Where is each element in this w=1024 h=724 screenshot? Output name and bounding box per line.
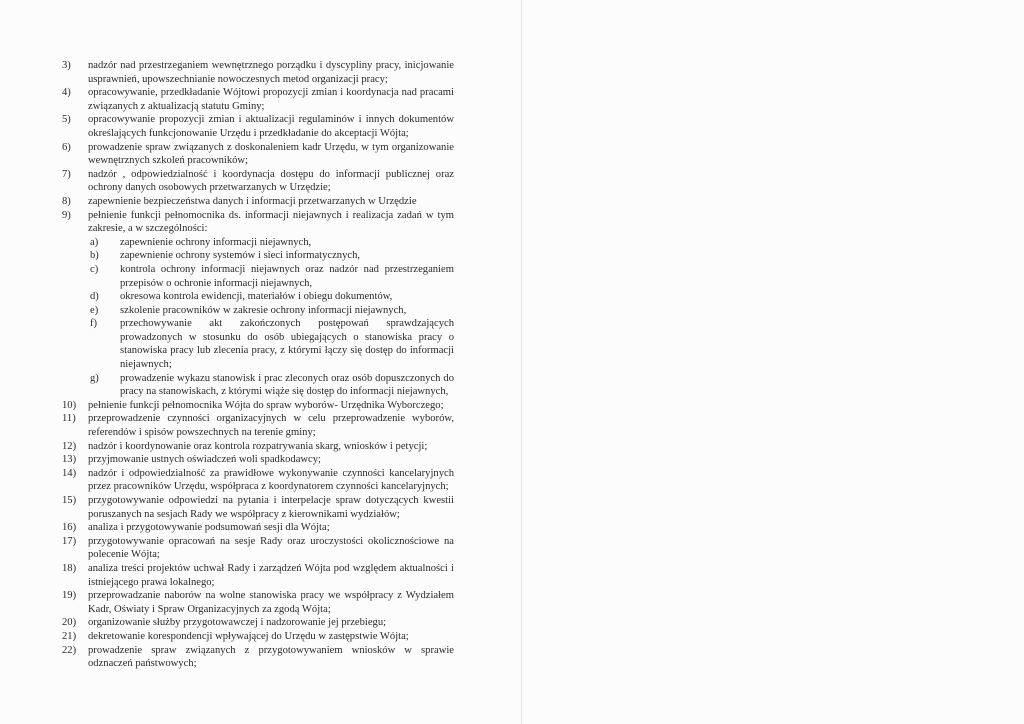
item-number: 12): [62, 440, 77, 452]
item-number: 14): [62, 467, 77, 479]
sub-item-text: przechowywanie akt zakończonych postępowań sprawdzających prowadzonych w stosunku do osób ubiegających o stanowiska pracy o stanowiska pracy lub zlecenia pracy, z którymi łączy się dostęp do informacji niejawnych;: [120, 318, 454, 371]
sub-item-letter: b): [90, 250, 99, 262]
item-number: 8): [62, 195, 71, 207]
list-item: [62, 412, 454, 439]
sub-item-text: zapewnienie ochrony informacji niejawnych,: [120, 236, 312, 248]
item-number: 19): [62, 590, 77, 602]
item-number: 6): [62, 141, 71, 153]
item-text: opracowywanie, przedkładanie Wójtowi propozycji zmian i koordynacja nad pracami związanych z aktualizacją statutu Gminy;: [88, 87, 454, 112]
item-text: zapewnienie bezpieczeństwa danych i informacji przetwarzanych w Urzędzie: [88, 195, 417, 207]
item-text: nadzór i odpowiedzialność za prawidłowe wykonywanie czynności kancelaryjnych przez pracowników Urzędu, współpraca z koordynatorem czynności kancelaryjnych;: [88, 467, 454, 493]
sub-item-letter: g): [90, 372, 99, 384]
list-item: [62, 644, 454, 671]
sub-item-text: prowadzenie wykazu stanowisk i prac zleconych oraz osób dopuszczonych do pracy na stanowiskach, z którymi wiąże się dostęp do informacji niejawnych,: [120, 372, 454, 398]
item-text: przyjmowanie ustnych oświadczeń woli spadkodawcy;: [88, 454, 322, 466]
sub-item-letter: a): [90, 236, 99, 248]
list-item: [62, 494, 454, 521]
item-text: prowadzenie spraw związanych z przygotowywaniem wniosków w sprawie odznaczeń państwowych;: [88, 644, 454, 670]
item-number: 13): [62, 454, 77, 466]
list-item: [62, 86, 454, 113]
item-text: nadzór i koordynowanie oraz kontrola rozpatrywania skarg, wniosków i petycji;: [88, 440, 428, 452]
item-text: dekretowanie korespondencji wpływającej do Urzędu w zastępstwie Wójta;: [88, 630, 409, 642]
sub-list-item: [88, 249, 454, 263]
sub-list: [88, 236, 454, 399]
sub-list-item: [88, 304, 454, 318]
list-item: [62, 521, 454, 535]
item-text: nadzór nad przestrzeganiem wewnętrznego porządku i dyscypliny pracy, inicjowanie usprawnień, upowszechnianie nowoczesnych metod organizacji pracy;: [88, 60, 454, 85]
item-number: 10): [62, 399, 77, 411]
sub-item-letter: c): [90, 263, 99, 275]
item-text: nadzór , odpowiedzialność i koordynacja dostępu do informacji publicznej oraz ochrony danych osobowych przetwarzanych w Urzędzie;: [88, 168, 454, 194]
item-number: 5): [62, 114, 71, 126]
item-text: prowadzenie spraw związanych z doskonaleniem kadr Urzędu, w tym organizowanie wewnętrznych szkoleń pracowników;: [88, 141, 454, 167]
list-item: [62, 168, 454, 195]
item-number: 11): [62, 413, 76, 425]
list-item: [62, 630, 454, 644]
item-number: 20): [62, 617, 77, 629]
page-fold-line: [521, 0, 522, 724]
sub-list-item: [88, 263, 454, 290]
list-item: [62, 467, 454, 494]
item-text: przygotowywanie odpowiedzi na pytania i interpelacje spraw dotyczących kwestii poruszanych na sesjach Rady we współpracy z kierownikami wydziałów;: [88, 495, 454, 520]
item-number: 21): [62, 630, 77, 642]
item-number: 16): [62, 522, 77, 534]
item-text: analiza treści projektów uchwał Rady i zarządzeń Wójta pod względem aktualności i istniejącego prawa lokalnego;: [88, 562, 454, 588]
item-text: pełnienie funkcji pełnomocnika Wójta do spraw wyborów- Urzędnika Wyborczego;: [88, 399, 444, 411]
item-text: przeprowadzenie czynności organizacyjnych w celu przeprowadzenie wyborów, referendów i spisów powszechnych na terenie gminy;: [88, 413, 454, 439]
list-item: [62, 399, 454, 413]
sub-list-item: [88, 317, 454, 371]
item-text: przygotowywanie opracowań na sesje Rady oraz uroczystości okolicznościowe na polecenie Wójta;: [88, 535, 454, 561]
list-item: [62, 209, 454, 399]
list-item: [62, 562, 454, 589]
sub-item-text: okresowa kontrola ewidencji, materiałów i obiegu dokumentów,: [120, 291, 393, 303]
duties-list: [62, 59, 454, 671]
item-number: 15): [62, 495, 77, 506]
item-text: przeprowadzanie naborów na wolne stanowiska pracy we współpracy z Wydziałem Kadr, Oświaty i Spraw Organizacyjnych za zgodą Wójta;: [88, 590, 454, 615]
list-item: [62, 535, 454, 562]
sub-item-letter: e): [90, 304, 99, 316]
list-item: [62, 453, 454, 467]
list-item: [62, 616, 454, 630]
sub-item-text: kontrola ochrony informacji niejawnych oraz nadzór nad przestrzeganiem przepisów o ochronie informacji niejawnych,: [120, 263, 454, 289]
item-number: 17): [62, 535, 77, 547]
list-item: [62, 440, 454, 454]
sub-list-item: [88, 236, 454, 250]
item-text: analiza i przygotowywanie podsumowań sesji dla Wójta;: [88, 522, 330, 534]
sub-list-item: [88, 372, 454, 399]
list-item: [62, 195, 454, 209]
sub-list-item: [88, 290, 454, 304]
list-item: [62, 141, 454, 168]
sub-item-text: szkolenie pracowników w zakresie ochrony informacji niejawnych,: [120, 304, 407, 316]
sub-item-letter: d): [90, 291, 99, 303]
item-number: 4): [62, 87, 71, 99]
item-number: 18): [62, 562, 77, 574]
list-item: [62, 113, 454, 140]
sub-item-letter: f): [90, 318, 98, 330]
list-item: [62, 59, 454, 86]
list-item: [62, 589, 454, 616]
item-number: 7): [62, 168, 71, 180]
item-text: pełnienie funkcji pełnomocnika ds. informacji niejawnych i realizacja zadań w tym zakresie, a w szczególności:: [88, 209, 454, 235]
item-number: 9): [62, 209, 71, 221]
item-text: opracowywanie propozycji zmian i aktualizacji regulaminów i innych dokumentów określających funkcjonowanie Urzędu i przedkładanie do akceptacji Wójta;: [88, 114, 454, 139]
item-text: organizowanie służby przygotowawczej i nadzorowanie jej przebiegu;: [88, 617, 387, 629]
item-number: 3): [62, 60, 71, 71]
sub-item-text: zapewnienie ochrony systemów i sieci informatycznych,: [120, 250, 361, 262]
item-number: 22): [62, 644, 77, 656]
